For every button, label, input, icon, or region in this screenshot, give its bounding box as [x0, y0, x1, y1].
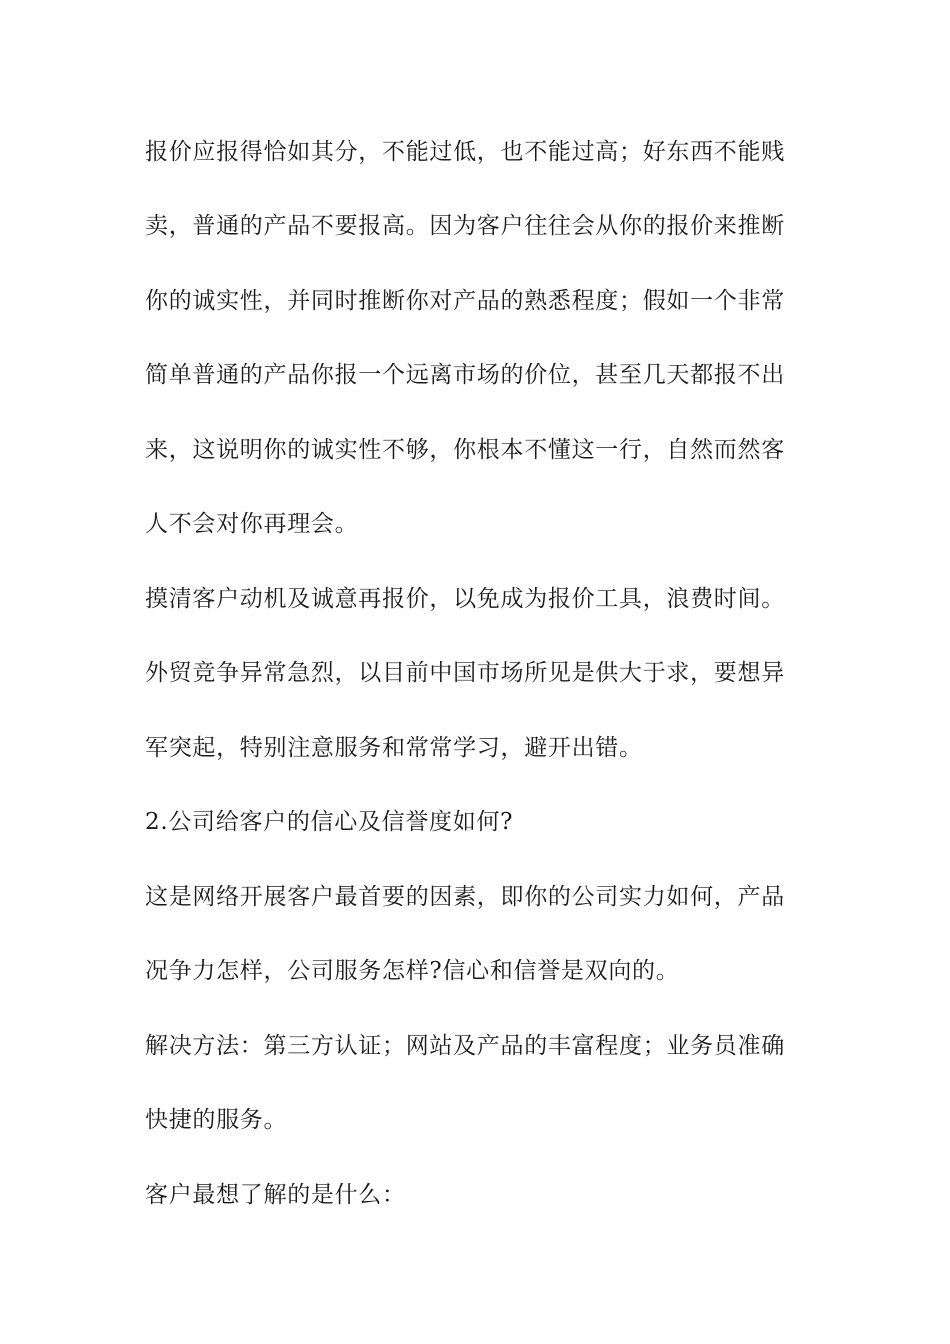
text-line: 人不会对你再理会。: [145, 511, 359, 537]
text-line: 这是网络开展客户最首要的因素，即你的公司实力如何，产品: [145, 884, 785, 910]
text-line: 解决方法：第三方认证；网站及产品的丰富程度；业务员准确: [145, 1033, 785, 1059]
section-heading: 2.公司给客户的信心及信誉度如何?: [145, 809, 514, 835]
text-line: 外贸竞争异常急烈，以目前中国市场所见是供大于求，要想异: [145, 660, 785, 686]
text-line: 你的诚实性，并同时推断你对产品的熟悉程度；假如一个非常: [145, 288, 785, 314]
text-line: 摸清客户动机及诚意再报价，以免成为报价工具，浪费时间。: [145, 586, 785, 612]
text-line: 快捷的服务。: [145, 1107, 288, 1133]
text-line: 况争力怎样，公司服务怎样?信心和信誉是双向的。: [145, 958, 680, 984]
text-line: 报价应报得恰如其分，不能过低，也不能过高；好东西不能贱: [145, 139, 785, 165]
text-line: 军突起，特别注意服务和常常学习，避开出错。: [145, 735, 643, 761]
text-line: 来，这说明你的诚实性不够，你根本不懂这一行，自然而然客: [145, 437, 785, 463]
text-line: 卖，普通的产品不要报高。因为客户往往会从你的报价来推断: [145, 213, 785, 239]
text-line: 客户最想了解的是什么：: [145, 1182, 406, 1208]
text-line: 简单普通的产品你报一个远离市场的价位，甚至几天都报不出: [145, 362, 785, 388]
